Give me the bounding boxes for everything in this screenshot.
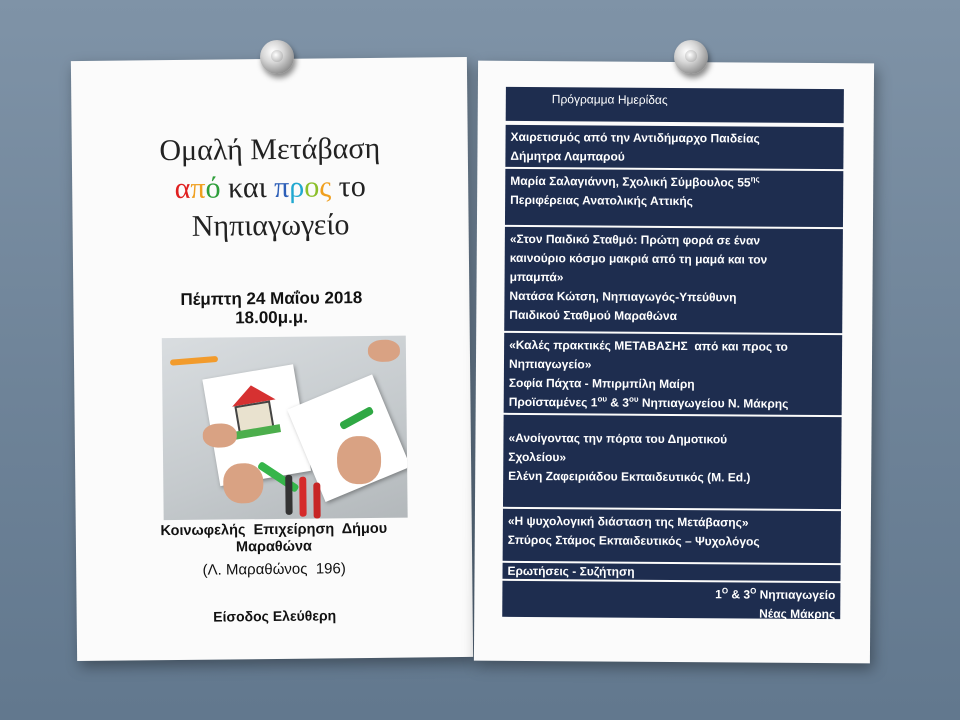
program-line: Νέας Μάκρης xyxy=(759,606,836,622)
ordinal-suffix: Ο xyxy=(721,586,729,596)
program-line xyxy=(510,172,838,193)
title-line-2 xyxy=(72,169,468,207)
pushpin-icon xyxy=(260,40,294,74)
program-line: Χαιρετισμός από την Αντιδήμαρχο Παιδείας xyxy=(510,129,760,146)
program-line: Περιφέρειας Ανατολικής Αττικής xyxy=(510,192,694,209)
program-text: Νηπιαγωγείου Ν. Μάκρης xyxy=(638,395,789,411)
ordinal-suffix: ου xyxy=(629,394,639,404)
title-apo-letter: α xyxy=(174,171,191,206)
program-line: καινούριο κόσμο μακριά από τη μαμά και τον xyxy=(509,250,768,267)
program-card xyxy=(474,61,874,664)
program-item-practices xyxy=(504,333,843,415)
program-line xyxy=(509,393,837,414)
event-date: Πέμπτη 24 Μαΐου 2018 xyxy=(180,288,363,309)
title-to: το xyxy=(338,170,366,204)
child-hand xyxy=(223,463,263,503)
program-item-greeting xyxy=(505,125,843,169)
marker-decoration xyxy=(170,356,218,366)
ordinal-suffix: ου xyxy=(597,394,608,404)
child-hand xyxy=(368,340,400,362)
program-line: Σοφία Πάχτα - Μπιρμπίλη Μαίρη xyxy=(508,375,695,392)
program-item-questions: Ερωτήσεις - Συζήτηση xyxy=(502,563,840,581)
children-drawing-photo xyxy=(162,336,408,521)
marker-decoration xyxy=(313,483,320,519)
program-item-daycare xyxy=(504,227,843,333)
title-apo-letter: π xyxy=(190,171,206,205)
program-line: «Καλές πρακτικές ΜΕΤΑΒΑΣΗΣ από και προς το xyxy=(509,337,788,354)
title-pros-letter: ς xyxy=(319,170,332,204)
program-item-primary-school xyxy=(503,415,842,509)
program-line: Σχολείου» xyxy=(508,449,567,465)
child-hand xyxy=(337,436,382,484)
title-line-1: Ομαλή Μετάβαση xyxy=(159,131,381,168)
marker-decoration xyxy=(285,475,292,515)
invitation-card xyxy=(71,57,473,661)
program-text: & 3 xyxy=(728,587,751,602)
program-line: Ελένη Ζαφειριάδου Εκπαιδευτικός (Μ. Ed.) xyxy=(508,468,751,485)
title-pros-letter: ο xyxy=(304,170,320,204)
program-text: Νηπιαγωγείο xyxy=(756,587,836,603)
program-line: Παιδικού Σταθμού Μαραθώνα xyxy=(509,307,678,324)
program-item-advisor xyxy=(505,169,843,227)
organizer-line-1: Κοινωφελής Επιχείρηση Δήμου xyxy=(160,520,388,540)
child-hand xyxy=(203,423,237,447)
program-text: & 3 xyxy=(606,395,630,410)
program-footer xyxy=(502,581,840,622)
program-line: «Στον Παιδικό Σταθμό: Πρώτη φορά σε έναν xyxy=(509,231,761,248)
program-line: «Η ψυχολογική διάσταση της Μετάβασης» xyxy=(507,513,749,530)
marker-decoration xyxy=(299,477,306,517)
program-text: 1 xyxy=(715,587,722,602)
program-line: μπαμπά» xyxy=(509,269,564,285)
title-apo-letter: ό xyxy=(205,171,221,205)
organizer-line-2: Μαραθώνα xyxy=(235,538,313,556)
ordinal-suffix: Ο xyxy=(750,586,757,596)
program-line: Νατάσα Κώτση, Νηπιαγωγός-Υπεύθυνη xyxy=(509,288,737,305)
program-line: «Ανοίγοντας την πόρτα του Δημοτικού xyxy=(508,430,728,447)
program-header: Πρόγραμμα Ημερίδας xyxy=(506,87,844,123)
program-line: Νηπιαγωγείο» xyxy=(508,356,592,372)
title-pros-letter: ρ xyxy=(289,170,305,204)
pushpin-icon xyxy=(674,40,708,74)
program-line: Σπύρος Στάμος Εκπαιδευτικός – Ψυχολόγος xyxy=(507,532,760,549)
address: (Λ. Μαραθώνος 196) xyxy=(202,560,346,579)
program-item-psychology xyxy=(503,509,841,563)
ordinal-suffix: ης xyxy=(750,174,760,184)
free-entry: Είσοδος Ελεύθερη xyxy=(213,607,337,625)
title-pros-letter: π xyxy=(273,170,290,204)
program-text: Μαρία Σαλαγιάννη, Σχολική Σύμβουλος 55 xyxy=(510,173,751,190)
event-time: 18.00μ.μ. xyxy=(235,307,309,328)
program-text: Προϊσταμένες 1 xyxy=(508,394,598,410)
program-line: Δήμητρα Λαμπαρού xyxy=(510,148,625,164)
title-kai: και xyxy=(227,171,267,205)
title-line-3: Νηπιαγωγείο xyxy=(191,208,350,243)
program-line xyxy=(507,584,835,605)
